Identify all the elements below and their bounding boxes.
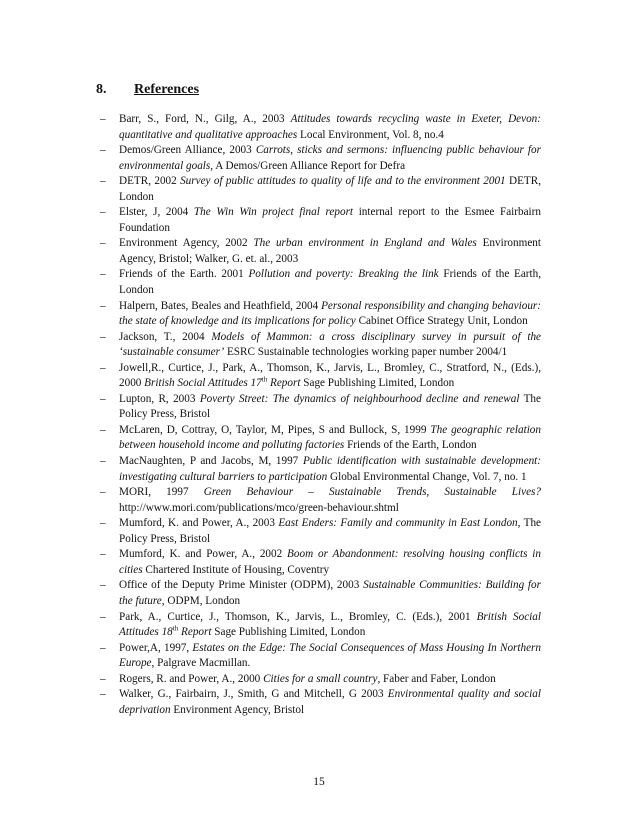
reference-authors: Jowell,R., Curtice, J., Park, A., Thomson, K., Jarvis, L., Bromley, C., Stratford, N., (Eds.), 2000 [119, 361, 541, 390]
reference-publisher: Global Environmental Change, Vol. 7, no. 1 [327, 470, 527, 483]
reference-authors: McLaren, D, Cottray, O, Taylor, M, Pipes, S and Bullock, S, 1999 [119, 423, 431, 436]
reference-publisher: Cabinet Office Strategy Unit, London [355, 315, 528, 328]
reference-publisher: Sage Publishing Limited, London [211, 626, 366, 639]
reference-authors: Demos/Green Alliance, 2003 [119, 144, 256, 157]
reference-authors: Barr, S., Ford, N., Gilg, A., 2003 [119, 113, 291, 125]
reference-title-continued: Report [267, 377, 301, 390]
section-number: 8. [96, 82, 107, 97]
reference-title: Models of Mammon: a cross disciplinary survey in pursuit of the ‘sustainable consumer’ [119, 330, 541, 359]
reference-item [119, 641, 541, 672]
reference-authors: Power,A, 1997, [119, 641, 193, 654]
reference-publisher: Friends of the Earth, London [344, 439, 477, 452]
reference-title: Personal responsibility and changing behaviour: the state of knowledge and its implications for policy [119, 299, 541, 328]
reference-item [119, 330, 541, 361]
reference-title: Green Behaviour – Sustainable Trends, Sustainable Lives? [203, 486, 541, 499]
reference-title: Carrots, sticks and sermons: influencing public behaviour for environmental goals [119, 144, 541, 172]
reference-authors: Lupton, R, 2003 [119, 392, 200, 405]
reference-authors: MORI, 1997 [119, 486, 204, 499]
reference-publisher: Sage Publishing Limited, London [300, 377, 455, 390]
reference-item [119, 672, 541, 688]
reference-authors: Mumford, K. and Power, A., 2003 [119, 517, 279, 530]
reference-item [119, 299, 541, 330]
reference-title-superscript: th [172, 624, 179, 633]
reference-publisher: The Policy Press, Bristol [119, 392, 541, 421]
reference-title: The geographic relation between household income and polluting factories [119, 423, 541, 452]
reference-item [119, 687, 541, 718]
reference-publisher: DETR, London [119, 175, 541, 203]
reference-item [119, 610, 541, 641]
reference-item [119, 516, 541, 547]
section-title: References [134, 82, 200, 97]
reference-title: Boom or Abandonment: resolving housing conflicts in cities [119, 548, 541, 576]
reference-title: Attitudes towards recycling waste in Exeter, Devon: quantitative and qualitative approaches [119, 113, 542, 141]
section-heading [96, 82, 199, 98]
reference-item [119, 392, 541, 423]
page-number: 15 [313, 776, 325, 788]
reference-authors: Park, A., Curtice, J., Thomson, K., Jarvis, L., Bromley, C. (Eds.), 2001 [119, 610, 477, 623]
reference-item [119, 143, 541, 174]
reference-title: Pollution and poverty: Breaking the link [248, 268, 439, 281]
reference-title: East Enders: Family and community in East London [278, 517, 518, 530]
reference-publisher: internal report to the Esmee Fairbairn Foundation [119, 206, 541, 234]
reference-authors: Halpern, Bates, Beales and Heathfield, 2004 [119, 299, 322, 312]
reference-item [119, 112, 541, 143]
reference-title: Cities for a small country [263, 672, 378, 685]
reference-item [119, 361, 541, 392]
reference-title: Survey of public attitudes to quality of life and to the environment 2001 [180, 175, 506, 188]
reference-authors: Jackson, T., 2004 [119, 330, 212, 343]
reference-title: Environmental quality and social deprivation [119, 688, 541, 716]
reference-authors: MacNaughten, P and Jacobs, M, 1997 [119, 455, 303, 468]
reference-title: British Social Attitudes 17 [144, 377, 262, 390]
reference-publisher: , ODPM, London [161, 594, 241, 607]
reference-authors: Mumford, K. and Power, A., 2002 [119, 548, 288, 561]
reference-title: Sustainable Communities: Building for the future [119, 579, 541, 607]
reference-authors: Friends of the Earth. 2001 [119, 268, 249, 281]
reference-item [119, 485, 541, 516]
reference-publisher: Friends of the Earth, London [119, 268, 542, 297]
reference-publisher: ESRC Sustainable technologies working paper number 2004/1 [224, 346, 508, 359]
reference-publisher: , A Demos/Green Alliance Report for Defra [210, 159, 406, 172]
reference-authors: Office of the Deputy Prime Minister (ODPM), 2003 [119, 579, 364, 592]
reference-item [119, 547, 541, 578]
reference-title: Estates on the Edge: The Social Consequences of Mass Housing In Northern Europe [119, 641, 542, 670]
reference-authors: Rogers, R. and Power, A., 2000 [119, 672, 264, 685]
reference-publisher: Environment Agency, Bristol [170, 703, 305, 716]
reference-item [119, 174, 541, 205]
reference-item [119, 454, 541, 485]
reference-title-superscript: th [261, 375, 268, 384]
reference-title: Public identification with sustainable development: investigating cultural barriers to participation [119, 455, 542, 483]
reference-title: The Win Win project final report [193, 206, 354, 219]
reference-title: The urban environment in England and Wales [253, 237, 477, 250]
reference-title: British Social Attitudes 18 [119, 610, 541, 639]
reference-list [119, 112, 541, 718]
reference-title: Poverty Street: The dynamics of neighbourhood decline and renewal [199, 392, 520, 405]
reference-publisher: , Faber and Faber, London [377, 672, 496, 685]
reference-publisher: Environment Agency, Bristol; Walker, G. et. al., 2003 [119, 237, 541, 265]
reference-authors: Elster, J, 2004 [119, 206, 194, 219]
reference-publisher: http://www.mori.com/publications/mco/green-behaviour.shtml [119, 501, 399, 514]
reference-publisher: Chartered Institute of Housing, Coventry [142, 563, 330, 576]
reference-item [119, 236, 541, 267]
reference-item [119, 423, 541, 454]
reference-authors: Walker, G., Fairbairn, J., Smith, G and Mitchell, G 2003 [119, 688, 388, 701]
reference-publisher: , Palgrave Macmillan. [151, 657, 251, 670]
reference-publisher: , The Policy Press, Bristol [119, 517, 542, 545]
reference-item [119, 578, 541, 609]
reference-item [119, 205, 541, 236]
reference-title-continued: Report [178, 626, 212, 639]
reference-authors: Environment Agency, 2002 [119, 237, 254, 250]
reference-authors: DETR, 2002 [119, 175, 181, 188]
reference-publisher: Local Environment, Vol. 8, no.4 [297, 128, 444, 141]
reference-item [119, 267, 541, 298]
